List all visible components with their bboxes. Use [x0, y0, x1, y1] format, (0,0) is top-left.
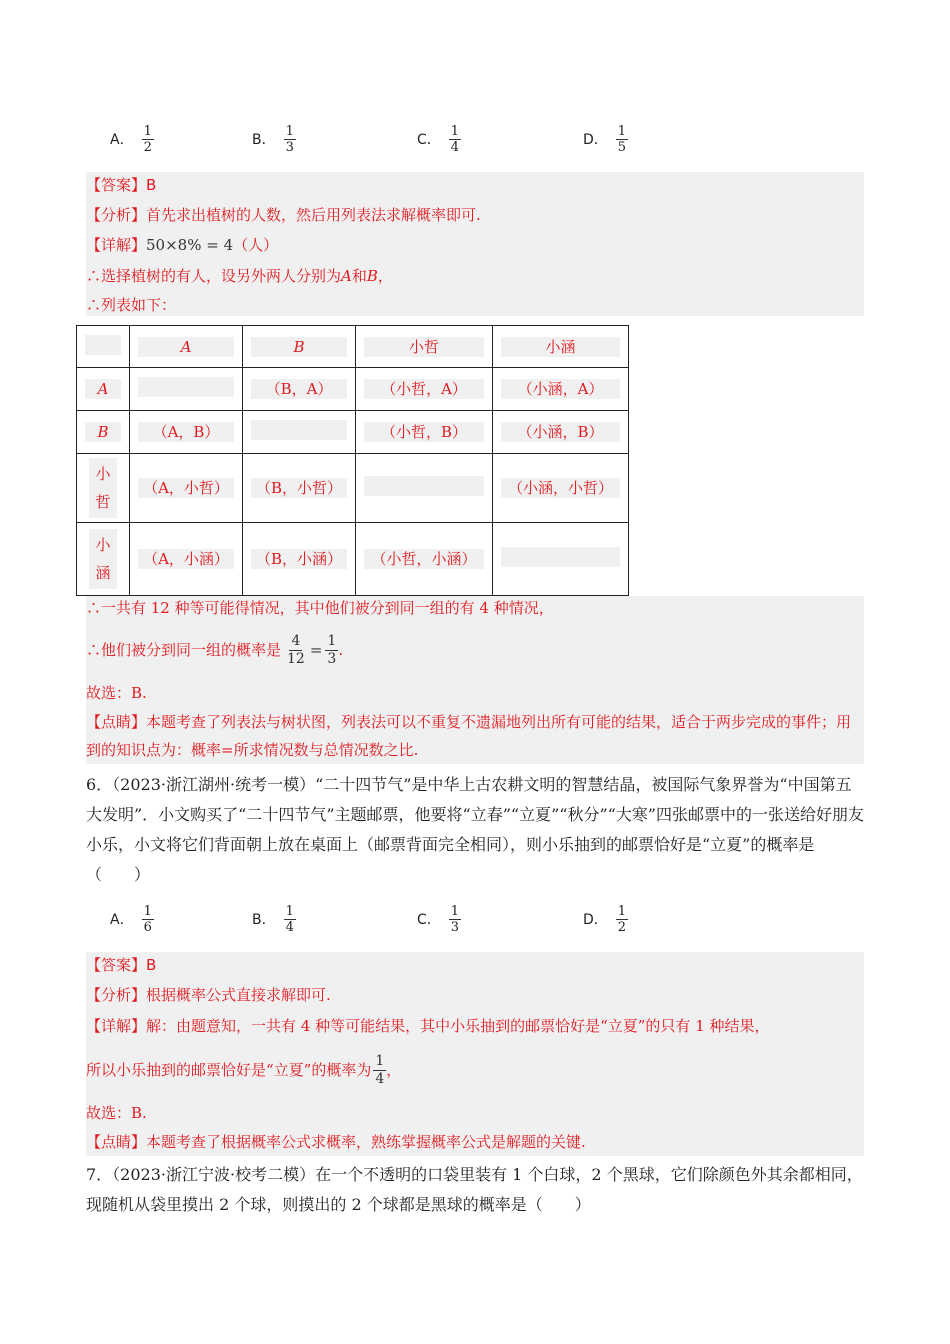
- q6-prob-line: 所以小乐抽到的邮票恰好是“立夏”的概率为 $\frac{1}{4}$ ，: [86, 1042, 864, 1098]
- table-cell: （小哲，B）: [356, 411, 493, 454]
- table-row: [77, 411, 629, 454]
- table-cell: [130, 368, 243, 411]
- fraction: $\frac{1}{3}$: [285, 123, 294, 155]
- q6-option-d[interactable]: D． $\frac{1}{2}$: [583, 903, 627, 935]
- q6-answer: 【答案】B: [86, 952, 864, 982]
- q5-option-c[interactable]: C． $\frac{1}{4}$: [417, 123, 460, 155]
- table-cell: （B，小哲）: [243, 454, 356, 523]
- q6-option-c[interactable]: C． $\frac{1}{3}$: [417, 903, 460, 935]
- table-header-row: [77, 326, 629, 368]
- q5-choose: 故选：B.: [86, 678, 864, 708]
- table-cell: [243, 411, 356, 454]
- q5-analysis: 【分析】首先求出植树的人数，然后用列表法求解概率即可.: [86, 202, 864, 232]
- q5-comment: 【点睛】本题考查了列表法与树状图，列表法可以不重复不遗漏地列出所有可能的结果，适合于两步完成的事件；用到的知识点为：概率=所求情况数与总情况数之比.: [86, 708, 864, 764]
- table-cell: （B，小涵）: [243, 523, 356, 596]
- q7-stem: 7．（2023·浙江宁波·校考二模）在一个不透明的口袋里装有 1 个白球，2 个黑球，它们除颜色外其余都相同，现随机从袋里摸出 2 个球，则摸出的 2 个球都是黑球的概率是（ ）: [86, 1165, 863, 1214]
- q6-option-a[interactable]: A． $\frac{1}{6}$: [110, 903, 152, 935]
- q6-detail: 【详解】解：由题意知，一共有 4 种等可能结果，其中小乐抽到的邮票恰好是“立夏”的只有 1 种结果，: [86, 1012, 864, 1042]
- table-cell: 小哲: [77, 454, 130, 523]
- table-row: [77, 454, 629, 523]
- q6-option-b[interactable]: B． $\frac{1}{4}$: [252, 903, 294, 935]
- fraction: $\frac{4}{12}$: [287, 632, 305, 667]
- fraction: $\frac{1}{3}$: [327, 632, 337, 667]
- q5-table-intro: ∴列表如下：: [86, 292, 864, 316]
- q5-option-a[interactable]: A． $\frac{1}{2}$: [110, 123, 152, 155]
- table-cell: [356, 454, 493, 523]
- table-cell: [77, 326, 130, 368]
- q5-total-line: ∴一共有 12 种等可能得情况，其中他们被分到同一组的有 4 种情况，: [86, 596, 864, 622]
- q5-answer: 【答案】B: [86, 172, 864, 202]
- table-cell: （A，小哲）: [130, 454, 243, 523]
- table-cell: [493, 523, 629, 596]
- table-cell: B: [243, 326, 356, 368]
- table-cell: 小涵: [493, 326, 629, 368]
- fraction: $\frac{1}{4}$: [450, 123, 460, 155]
- fraction: $\frac{1}{2}$: [143, 123, 152, 155]
- table-cell: （A，小涵）: [130, 523, 243, 596]
- q6-options: [110, 896, 710, 942]
- fraction: $\frac{1}{3}$: [450, 903, 460, 935]
- fraction: $\frac{1}{4}$: [375, 1052, 385, 1087]
- table-cell: （B，A）: [243, 368, 356, 411]
- table-row: [77, 368, 629, 411]
- table-cell: A: [130, 326, 243, 368]
- table-cell: A: [77, 368, 130, 411]
- table-cell: （小涵，B）: [493, 411, 629, 454]
- fraction: $\frac{1}{2}$: [617, 903, 627, 935]
- q5-choose-line: ∴选择植树的有人，设另外两人分别为A和B，: [86, 262, 864, 292]
- q6-analysis: 【分析】根据概率公式直接求解即可.: [86, 982, 864, 1012]
- table-cell: （小涵，A）: [493, 368, 629, 411]
- table-cell: B: [77, 411, 130, 454]
- fraction: $\frac{1}{5}$: [617, 123, 627, 155]
- table-cell: （小哲，小涵）: [356, 523, 493, 596]
- probability-table: [76, 325, 629, 596]
- fraction: $\frac{1}{6}$: [143, 903, 152, 935]
- fraction: $\frac{1}{4}$: [285, 903, 294, 935]
- table-cell: 小涵: [77, 523, 130, 596]
- q5-option-d[interactable]: D． $\frac{1}{5}$: [583, 123, 627, 155]
- q6-comment: 【点睛】本题考查了根据概率公式求概率，熟练掌握概率公式是解题的关键.: [86, 1128, 864, 1156]
- q5-prob-line: ∴他们被分到同一组的概率是 $\frac{4}{12}$ = $\frac{1}{3}$ .: [86, 622, 864, 678]
- q5-detail: 【详解】50×8% = 4（人）: [86, 232, 864, 262]
- table-row: [77, 523, 629, 596]
- table-cell: （A，B）: [130, 411, 243, 454]
- q6-stem: 6．（2023·浙江湖州·统考一模）“二十四节气”是中华上古农耕文明的智慧结晶，被国际气象界誉为“中国第五大发明”．小文购买了“二十四节气”主题邮票，他要将“立春”“立夏”“秋分”“大寒”四张邮票中的一张送给好朋友小乐，小文将它们背面朝上放在桌面上（邮票背面完全相同），则小乐抽到的邮票恰好是“立夏”的概率是（ ）: [86, 775, 864, 884]
- table-cell: （小涵，小哲）: [493, 454, 629, 523]
- q5-option-b[interactable]: B． $\frac{1}{3}$: [252, 123, 294, 155]
- q6-choose: 故选：B.: [86, 1098, 864, 1128]
- q5-options: [110, 116, 710, 162]
- table-cell: （小哲，A）: [356, 368, 493, 411]
- table-cell: 小哲: [356, 326, 493, 368]
